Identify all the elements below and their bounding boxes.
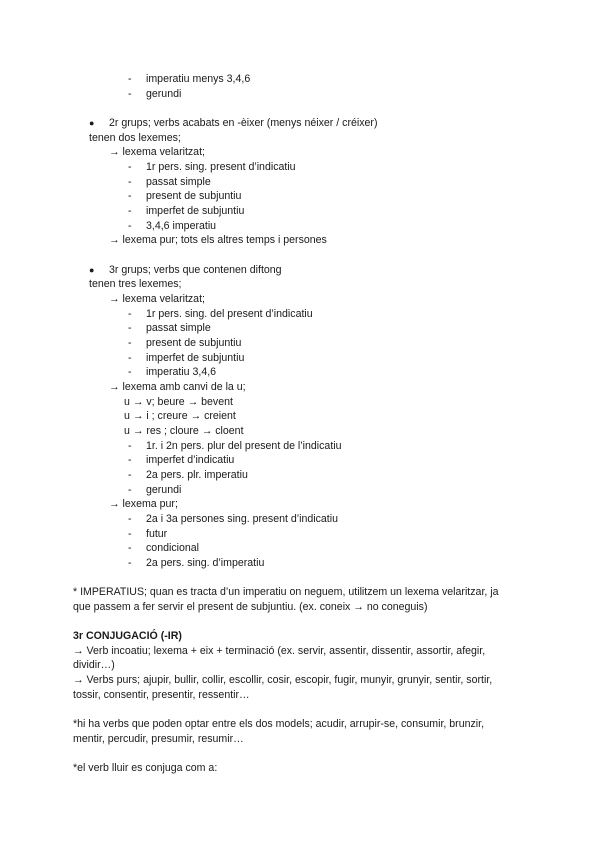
purs-line: tossir, consentir, presentir, ressentir…: [73, 689, 250, 701]
group3-velar-heading: → lexema velaritzat;: [109, 293, 205, 305]
list-dash: -: [128, 322, 132, 334]
list-item: gerundi: [146, 484, 182, 496]
list-item: futur: [146, 528, 168, 540]
list-dash: -: [128, 88, 132, 100]
list-dash: -: [128, 513, 132, 525]
list-item: passat simple: [146, 176, 211, 188]
note-models-line: *hi ha verbs que poden optar entre els dos models; acudir, arrupir-se, consumir, brunzir,: [73, 718, 485, 730]
incoatiu-line: dividir…): [73, 659, 115, 671]
list-dash: -: [128, 176, 132, 188]
canvi-example: u → i ; creure → creient: [124, 410, 236, 422]
canvi-example: u → res ; cloure → cloent: [124, 425, 244, 437]
list-item: 1r pers. sing. present d’indicatiu: [146, 161, 296, 173]
group3-pur-heading: → lexema pur;: [109, 498, 178, 510]
group2-intro: tenen dos lexemes;: [89, 132, 181, 144]
list-dash: -: [128, 557, 132, 569]
list-dash: -: [128, 484, 132, 496]
list-item: imperfet d’indicatiu: [146, 454, 235, 466]
list-dash: -: [128, 161, 132, 173]
list-item: gerundi: [146, 88, 182, 100]
purs-line: → Verbs purs; ajupir, bullir, collir, escollir, cosir, escopir, fugir, munyir, grunyir, sentir, sortir,: [73, 674, 493, 686]
note-models-line: mentir, percudir, presumir, resumir…: [73, 733, 244, 745]
group2-pur-heading: → lexema pur; tots els altres temps i persones: [109, 234, 327, 246]
list-dash: -: [128, 337, 132, 349]
list-dash: -: [128, 454, 132, 466]
group3-intro: tenen tres lexemes;: [89, 278, 182, 290]
list-item: imperfet de subjuntiu: [146, 352, 245, 364]
list-dash: -: [128, 542, 132, 554]
bullet: ●: [89, 118, 95, 128]
list-dash: -: [128, 220, 132, 232]
list-item: imperatiu menys 3,4,6: [146, 73, 251, 85]
list-item: 2a pers. plr. imperatiu: [146, 469, 248, 481]
note-imperatius-line: que passem a fer servir el present de subjuntiu. (ex. coneix → no coneguis): [73, 601, 428, 613]
list-dash: -: [128, 366, 132, 378]
list-item: 3,4,6 imperatiu: [146, 220, 217, 232]
list-item: present de subjuntiu: [146, 337, 242, 349]
list-dash: -: [128, 308, 132, 320]
list-item: 1r pers. sing. del present d’indicatiu: [146, 308, 313, 320]
note-imperatius-line: * IMPERATIUS; quan es tracta d’un imperatiu on neguem, utilitzem un lexema velaritzar, ja: [73, 586, 499, 598]
canvi-example: u → v; beure → bevent: [124, 396, 233, 408]
bullet: ●: [89, 265, 95, 275]
list-item: passat simple: [146, 322, 211, 334]
list-dash: -: [128, 440, 132, 452]
list-item: present de subjuntiu: [146, 190, 242, 202]
incoatiu-line: → Verb incoatiu; lexema + eix + terminació (ex. servir, assentir, dissentir, assortir, afegir,: [73, 645, 486, 657]
list-item: 2a i 3a persones sing. present d’indicatiu: [146, 513, 338, 525]
list-dash: -: [128, 190, 132, 202]
group3-canvi-heading: → lexema amb canvi de la u;: [109, 381, 246, 393]
list-item: imperatiu 3,4,6: [146, 366, 217, 378]
list-dash: -: [128, 352, 132, 364]
section-heading: 3r CONJUGACIÓ (-IR): [73, 630, 182, 642]
list-dash: -: [128, 205, 132, 217]
group2-velar-heading: → lexema velaritzat;: [109, 146, 205, 158]
group3-title: 3r grups; verbs que contenen diftong: [109, 264, 282, 276]
list-item: 1r. i 2n pers. plur del present de l’indicatiu: [146, 440, 342, 452]
group2-title: 2r grups; verbs acabats en -èixer (menys néixer / créixer): [109, 117, 378, 129]
list-dash: -: [128, 528, 132, 540]
list-dash: -: [128, 469, 132, 481]
list-item: imperfet de subjuntiu: [146, 205, 245, 217]
list-item: condicional: [146, 542, 200, 554]
note-lluir: *el verb lluir es conjuga com a:: [73, 762, 218, 774]
list-item: 2a pers. sing. d’imperatiu: [146, 557, 265, 569]
list-dash: -: [128, 73, 132, 85]
